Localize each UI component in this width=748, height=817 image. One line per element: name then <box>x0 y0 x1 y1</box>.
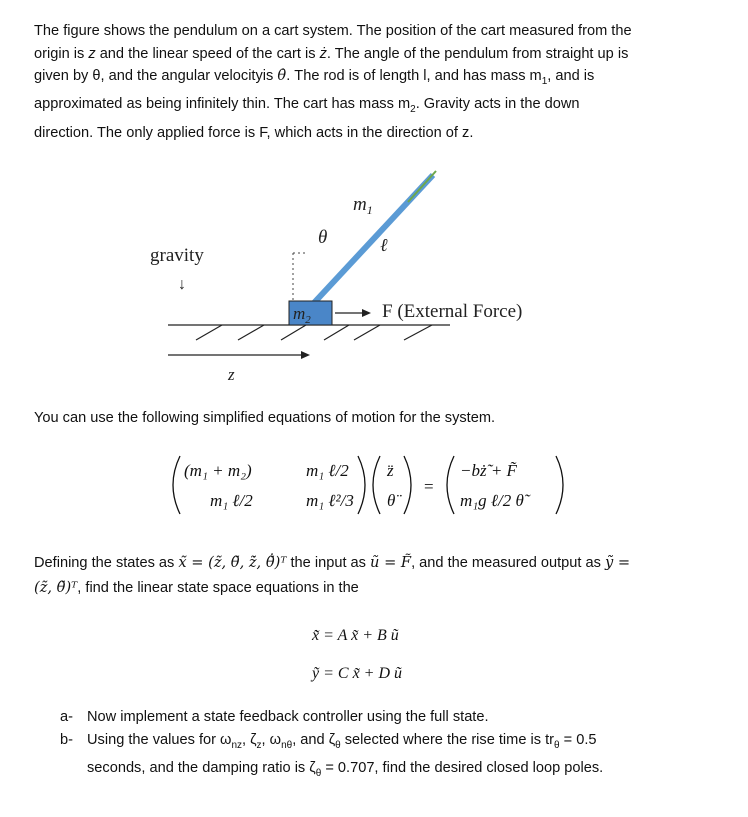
theta-label: θ <box>318 227 328 248</box>
vector-v1: z̈ <box>387 461 394 480</box>
length-label: ℓ <box>380 235 388 255</box>
m1-label: $m_1$ <box>353 194 373 217</box>
force-label: F (External Force) <box>382 301 523 322</box>
vector-v2: θ̈ <box>387 491 396 510</box>
gravity-arrow-icon: ↓ <box>178 276 186 293</box>
z-label: z <box>228 365 235 384</box>
rhs-r1: −bż̃ + F̃ <box>460 461 517 480</box>
pendulum-cart-figure <box>140 165 600 385</box>
intro-line-5: direction. The only applied force is F, which acts in the direction of z. <box>34 124 474 141</box>
matrix-a22: m₁ ℓ²/3 <box>306 491 354 510</box>
task-a-text: Now implement a state feedback controller using the full state. <box>87 709 489 725</box>
intro-line-3: given by θ, and the angular velocityis θ̇. The rod is of length l, and has mass $m_1$, and is <box>34 67 595 87</box>
definition-line-2: (z̃, θ̃)ᵀ, find the linear state space equations in the <box>34 579 359 596</box>
task-b <box>60 729 700 786</box>
intro-paragraph <box>34 20 696 144</box>
gravity-label: gravity <box>150 245 204 266</box>
intro-line-2: origin is z and the linear speed of the cart is ż. The angle of the pendulum from straight up is <box>34 45 629 62</box>
task-b-line-1: Using the values for $\omega_{nz}$, $\zeta_z$, $\omega_{n\theta}$, and $\zeta_\theta$ selected where the rise time is $tr_\theta = 0.5$ <box>87 731 597 751</box>
output-equation: ỹ = C x̃ + D ũ <box>312 665 403 682</box>
task-a-label: a- <box>60 709 73 725</box>
task-a <box>60 706 700 729</box>
matrix-a21: m₁ ℓ/2 <box>210 491 253 510</box>
task-list <box>60 706 700 785</box>
equations-of-motion <box>168 452 588 518</box>
task-b-line-2: seconds, and the damping ratio is $\zeta_\theta = 0.707$, find the desired closed loop poles. <box>87 759 604 779</box>
simplified-text: You can use the following simplified equations of motion for the system. <box>34 410 496 426</box>
pendulum-rod-tip <box>408 171 436 202</box>
definition-line-1: Defining the states as x̃ = (z̃, θ̃, ż̃, θ̃̇)ᵀ the input as ũ = F̃, and the measured output as ỹ = <box>34 554 631 571</box>
rhs-r2: m₁g ℓ/2 θ̃ <box>460 491 524 510</box>
definition-paragraph <box>34 551 696 601</box>
state-equation: x̃̇ = A x̃ + B ũ <box>312 627 399 644</box>
force-arrowhead <box>362 309 371 317</box>
task-b-label: b- <box>60 731 73 748</box>
z-axis-arrowhead <box>301 351 310 359</box>
m2-label: $m_2$ <box>293 304 311 326</box>
intro-line-4: approximated as being infinitely thin. The cart has mass $m_2$. Gravity acts in the down <box>34 96 580 116</box>
ground-hatch <box>196 325 432 340</box>
equals-sign: = <box>424 477 434 496</box>
intro-line-1: The figure shows the pendulum on a cart system. The position of the cart measured from the <box>34 23 632 39</box>
matrix-a11: (m₁ + m₂) <box>184 461 252 480</box>
matrix-a12: m₁ ℓ/2 <box>306 461 349 480</box>
